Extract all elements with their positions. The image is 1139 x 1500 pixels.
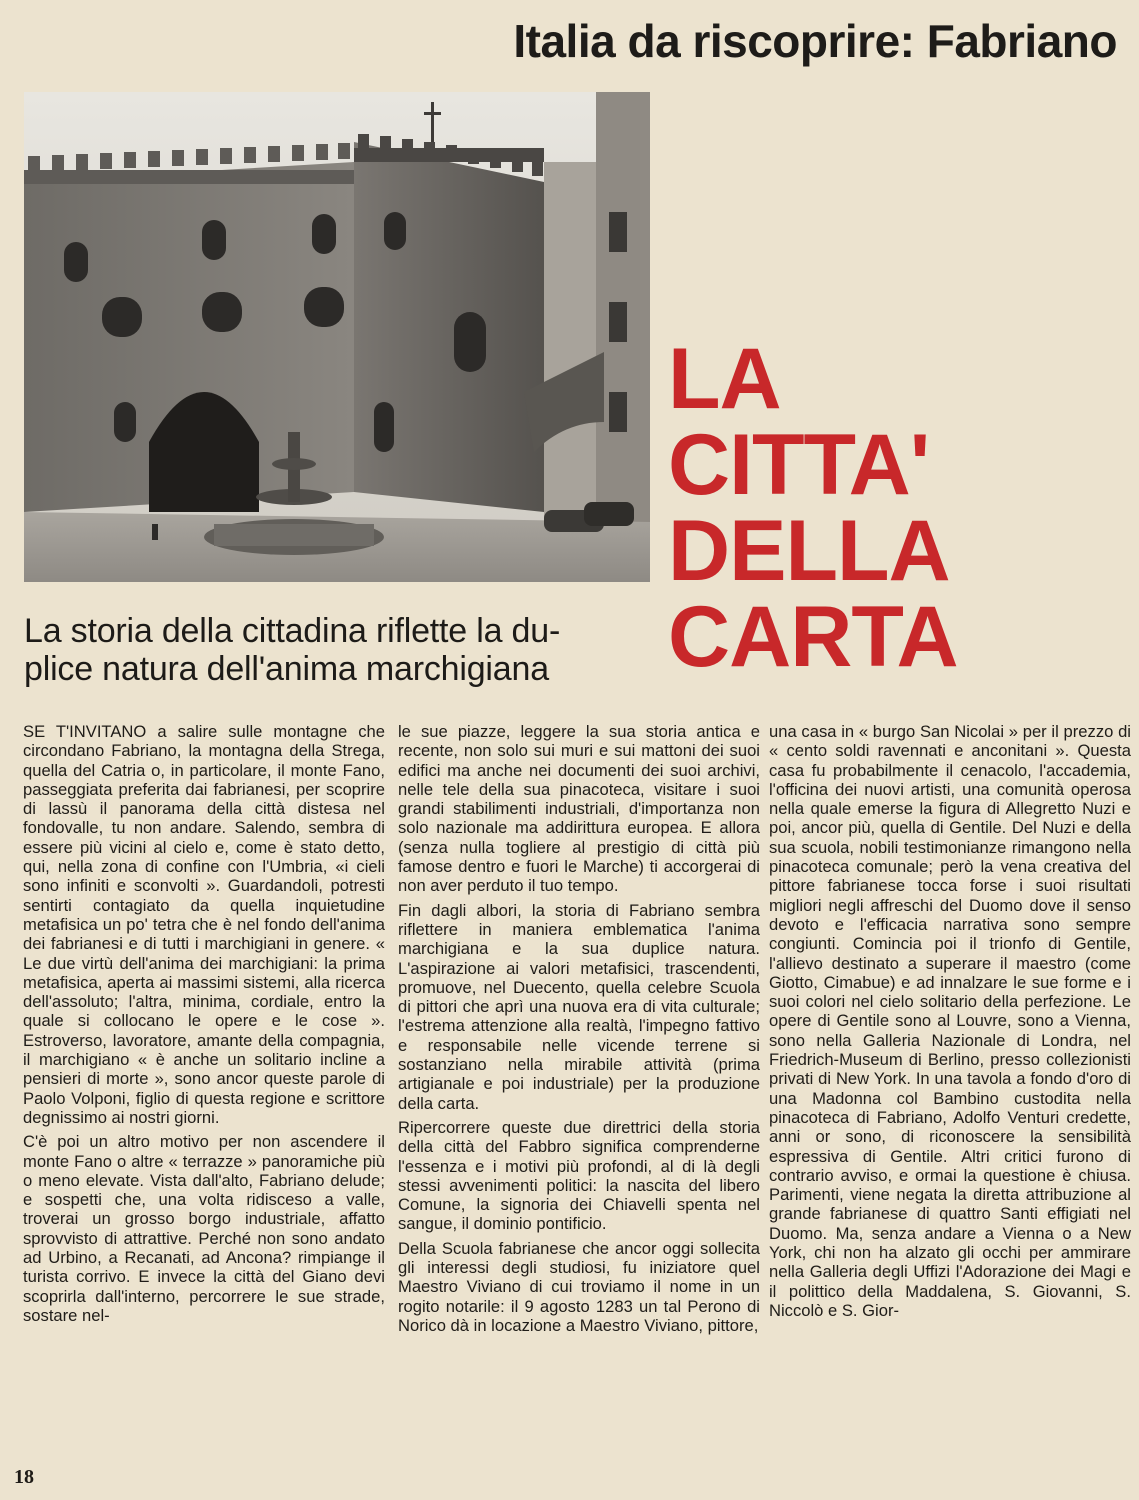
headline-line-2: CITTA'	[668, 417, 930, 513]
text-column-3	[769, 722, 1131, 1325]
paragraph: Della Scuola fabrianese che ancor oggi sollecita gli interessi degli studiosi, fu iniziatore quel Maestro Viviano di cui troviamo il nome in un rogito notarile: il 9 agosto 1283 un tal Perono di Norico dà in locazione a Maestro Viviano, pittore,	[398, 1238, 760, 1335]
paragraph: una casa in « burgo San Nicolai » per il prezzo di « cento soldi ravennati e anconitani ». Questa casa fu probabilmente il cenacolo, l'accademia, l'officina dei nuovi artisti, una comunità operosa nella quale emerse la figura di Allegretto Nuzi e poi, ancor più, quella di Gentile. Del Nuzi e della sua scuola, nobili testimonianze rimangono nella pinacoteca comunale; però la vena creativa del pittore fabrianese tocca forse i suoi risultati migliori negli affreschi del Duomo dove il senso devoto e l'efficacia narrativa sono sempre congiunti. Comincia poi il trionfo di Gentile, l'allievo destinato a superare il maestro (come Giotto, Cimabue) e ad innalzare le sue forme e i suoi colori nel cielo solitario della perfezione. Le opere di Gentile sono al Louvre, sono a Vienna, sono nella Galleria Nazionale di Londra, nel Friedrich-Museum di Berlino, presso collezionisti privati di New York. In una tavola a fondo d'oro di una Madonna col Bambino custodita nella pinacoteca di Fabriano, Adolfo Venturi credette, anni or sono, di riconoscere la sensibilità espressiva di Gentile. Altri critici furono di contrario avviso, e ormai la questione è chiusa. Parimenti, viene negata la diretta attribuzione al grande fabrianese di quattro Santi effigiati nel Duomo. Ma, senza andare a Vienna o a New York, chi non ha alzato gli occhi per ammirare nella Galleria degli Uffizi l'Adorazione dei Magi e il polittico della Maddalena, S. Giovanni, S. Niccolò e S. Gior-	[769, 722, 1131, 1320]
article-headline	[668, 331, 958, 685]
headline-line-4: CARTA	[668, 589, 958, 685]
article-subtitle	[24, 612, 664, 688]
text-column-2	[398, 722, 760, 1340]
headline-line-1: LA	[668, 331, 781, 427]
subtitle-line-1: La storia della cittadina riflette la du-	[24, 612, 561, 650]
photo-palazzo-podesta	[24, 92, 650, 582]
paragraph: Ripercorrere queste due direttrici della storia della città del Fabbro significa comprenderne l'essenza e i motivi più profondi, al di là degli stessi avvenimenti politici: la nascita del libero Comune, la signoria dei Chiavelli spenta nel sangue, il dominio pontificio.	[398, 1117, 760, 1234]
paragraph: SE T'INVITANO a salire sulle montagne che circondano Fabriano, la montagna della Strega, quella del Catria o, in particolare, il monte Fano, passeggiata preferita dai fabrianesi, per scoprire di lassù il panorama della città distesa nel fondovalle, tu non andare. Salendo, sembra di essere più vicini al cielo e, come è stato detto, qui, nella zona di confine con l'Umbria, «i cieli sono infiniti e sconvolti ». Guardandoli, potresti sentirti contagiato da quella inquietudine metafisica un po' tetra che è nel fondo dell'anima dei fabrianesi e di tutti i marchigiani in genere. « Le due virtù dell'anima dei marchigiani: la prima metafisica, aperta ai massimi sistemi, alla ricerca dell'assoluto; l'altra, minima, cordiale, entro la quale si collocano le opere e le cose ». Estroverso, lavoratore, amante della compagnia, il marchigiano « è anche un solitario incline a pensieri di morte », sono ancor queste parole di Paolo Volponi, figlio di questa regione e scrittore degnissimo ai nostri giorni.	[23, 722, 385, 1127]
headline-line-3: DELLA	[668, 503, 950, 599]
paragraph: C'è poi un altro motivo per non ascendere il monte Fano o altre « terrazze » panoramiche più o meno elevate. Vista dall'alto, Fabriano delude; e sospetti che, una volta ridisceso a valle, troverai un grosso borgo industriale, affatto sprovvisto di attrattive. Perché non sono andato ad Urbino, a Recanati, ad Ancona? rimpiange il turista corrivo. E invece la città del Giano devi scoprirla dall'interno, percorrere le sue strade, sostare nel-	[23, 1132, 385, 1325]
article-kicker: Italia da riscoprire: Fabriano	[513, 15, 1117, 67]
paragraph: Fin dagli albori, la storia di Fabriano sembra riflettere in maniera emblematica l'anima marchigiana e la sua duplice natura. L'aspirazione ai valori metafisici, trascendenti, promuove, nel Duecento, quella celebre Scuola di pittori che aprì una nuova era di vita culturale; l'estrema attenzione alla realtà, l'impegno fattivo e responsabile nelle vicende terrene si sostanziano nella mirabile attività (prima artigianale e poi industriale) per la produzione della carta.	[398, 900, 760, 1113]
page-number: 18	[14, 1466, 34, 1488]
subtitle-line-2: plice natura dell'anima marchigiana	[24, 650, 549, 688]
text-column-1	[23, 722, 385, 1330]
paragraph: le sue piazze, leggere la sua storia antica e recente, non solo sui muri e sui mattoni dei suoi edifici ma anche nei documenti dei suoi archivi, nelle tele della sua pinacoteca, visitare i suoi grandi stabilimenti industriali, d'importanza non solo nazionale ma addirittura europea. E allora (senza nulla togliere al prestigio di città più famose dentro e fuori le Marche) ti accorgerai di non aver perduto il tuo tempo.	[398, 722, 760, 896]
